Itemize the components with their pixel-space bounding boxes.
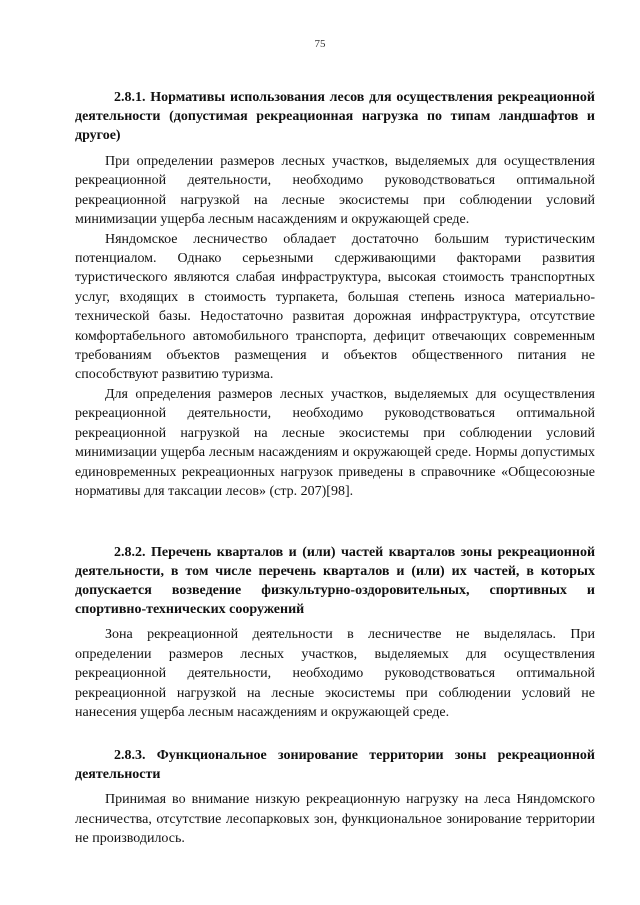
section-2-8-3: [75, 746, 595, 848]
section-title: Перечень кварталов и (или) частей кварталов зоны рекреационной деятельности, в том числе перечень кварталов и (или) их частей, в которых допускается возведение физкультурно-оздоровительных, спортивных и спортивно-технических сооружений: [75, 545, 596, 618]
paragraph: Зона рекреационной деятельности в лесничестве не выделялась. При определении размеров лесных участков, выделяемых для осуществления рекреационной деятельности, необходимо руководствоваться оптимальной рекреационной нагрузкой на лесные экосистемы при соблюдении условий не нанесения ущерба лесным насаждениям и окружающей среде.: [75, 627, 595, 720]
page-number: 75: [314, 38, 326, 50]
section-number: 2.8.1.: [114, 90, 146, 105]
section-heading: [75, 88, 595, 145]
section-heading: [75, 746, 595, 784]
section-title: Функциональное зонирование территории зоны рекреационной деятельности: [75, 748, 595, 783]
section-title: Нормативы использования лесов для осуществления рекреационной деятельности (допустимая рекреационная нагрузка по типам ландшафтов и другое): [75, 90, 595, 143]
section-number: 2.8.3.: [114, 748, 146, 764]
section-heading: [75, 543, 595, 619]
paragraph: Принимая во внимание низкую рекреационную нагрузку на леса Няндомского лесничества, отсутствие лесопарковых зон, функциональное зонирование территории не производилось.: [75, 792, 595, 847]
paragraph: При определении размеров лесных участков, выделяемых для осуществления рекреационной деятельности, необходимо руководствоваться оптимальной рекреационной нагрузкой на лесные экосистемы при соблюдении условий минимизации ущерба лесным насаждениям и окружающей среде.: [75, 154, 595, 228]
section-2-8-2: [75, 543, 595, 722]
document-body: [75, 88, 595, 849]
section-2-8-1: [75, 88, 595, 501]
section-number: 2.8.2.: [114, 545, 146, 561]
paragraph: Для определения размеров лесных участков, выделяемых для осуществления рекреационной деятельности, необходимо руководствоваться оптимальной рекреационной нагрузкой на лесные экосистемы при соблюдении условий минимизации ущерба лесным насаждениям и окружающей среде. Нормы допустимых единовременных рекреационных нагрузок приведены в справочнике «Общесоюзные нормативы для таксации лесов» (стр. 207)[98].: [75, 386, 595, 499]
paragraph: Няндомское лесничество обладает достаточно большим туристическим потенциалом. Однако серьезными сдерживающими факторами развития туристического являются слабая инфраструктура, высокая стоимость транспортных услуг, входящих в стоимость турпакета, большая степень износа материально-технической базы. Недостаточно развитая дорожная инфраструктура, отсутствие комфортабельного автомобильного транспорта, дефицит отвечающих современным требованиям объектов размещения и объектов общественного питания не способствуют развитию туризма.: [75, 231, 595, 383]
